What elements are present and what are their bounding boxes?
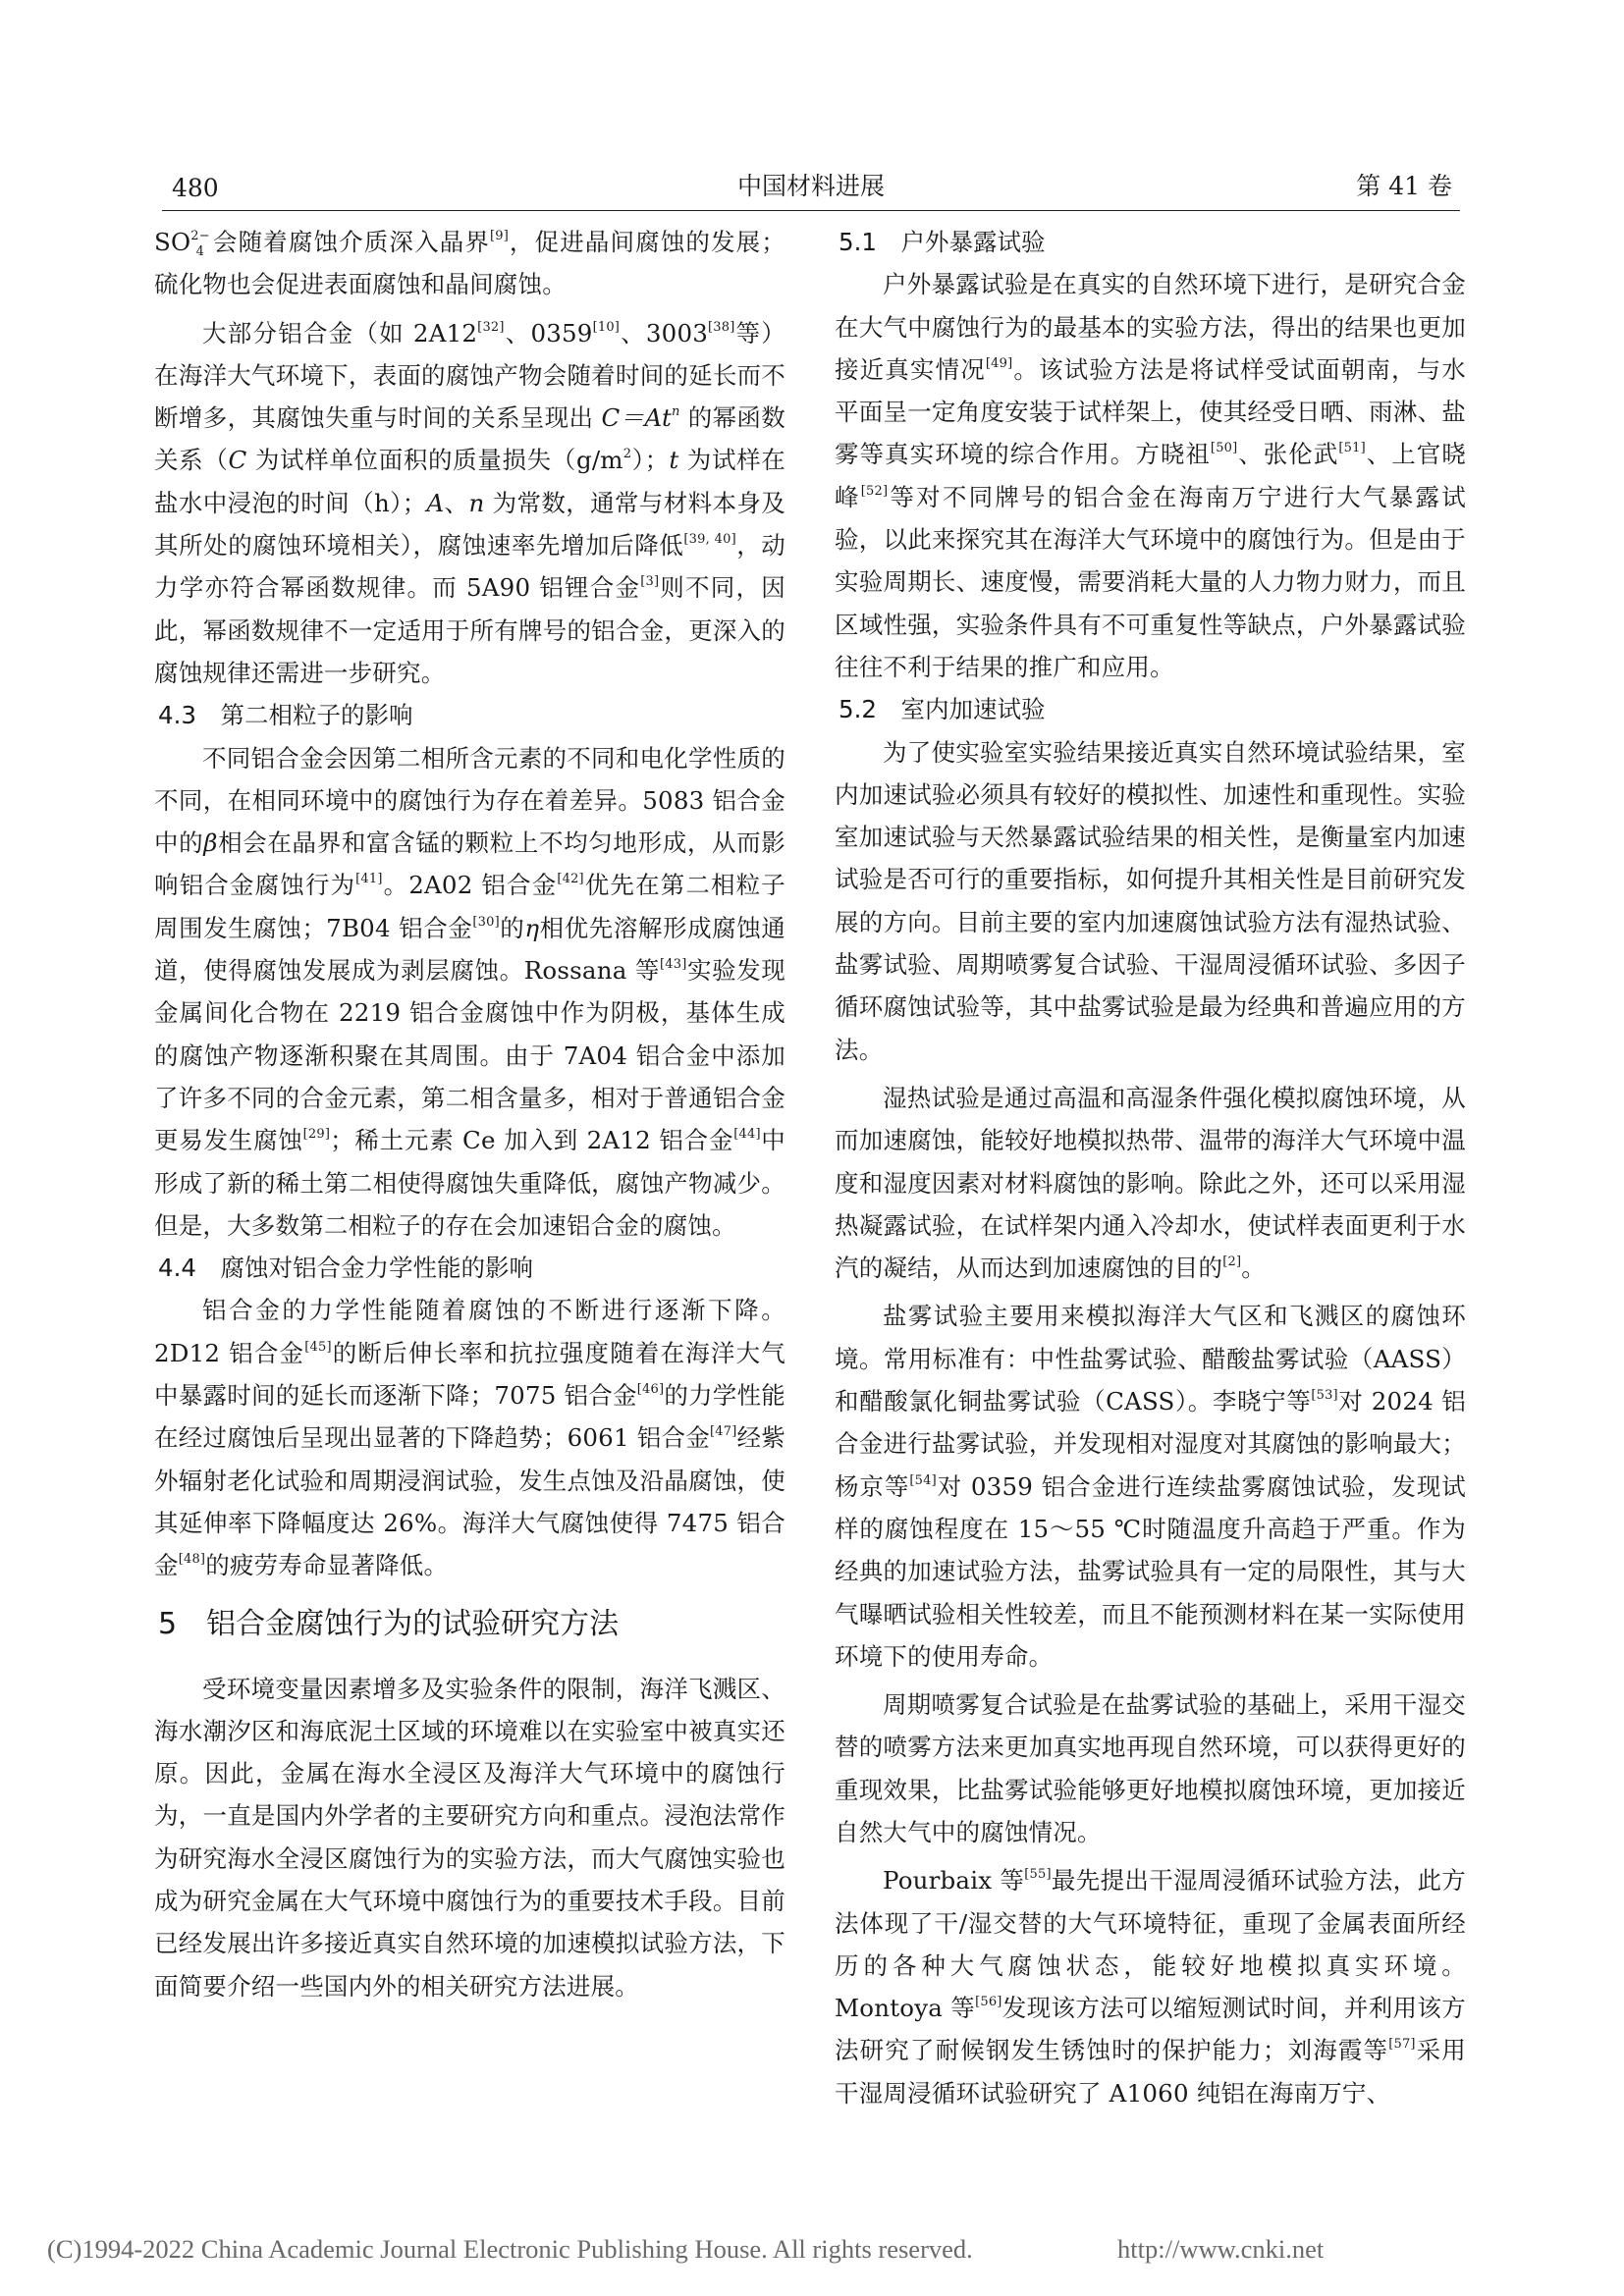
citation: [10]	[592, 319, 621, 335]
paragraph-methods-intro: 受环境变量因素增多及实验条件的限制，海洋飞溅区、海水潮汐区和海底泥土区域的环境难以在实验室中被真实还原。因此，金属在海水全浸区及海洋大气环境中的腐蚀行为，一直是国内外学者的主要研究方向和重点。浸泡法常作为研究海水全浸区腐蚀行为的实验方法，而大气腐蚀实验也成为研究金属在大气环境中腐蚀行为的重要技术手段。目前已经发展出许多接近真实自然环境的加速模拟试验方法，下面简要介绍一些国内外的相关研究方法进展。	[154, 1674, 785, 2001]
copyright-footer	[47, 2234, 1579, 2273]
citation: [41]	[355, 872, 383, 887]
citation: [39, 40]	[683, 532, 736, 548]
paragraph-wet-dry-cycle: Pourbaix 等[55]最先提出干湿周浸循环试验方法，此方法体现了干/湿交替的大气环境特征，重现了金属表面所经历的各种大气腐蚀状态，能较好地模拟真实环境。Montoya 等[56]发现该方法可以缩短测试时间，并利用该方法研究了耐候钢发生锈蚀时的保护能力；刘海霞等[57]采用干湿周浸循环试验研究了 A1060 纯铝在海南万宁、	[835, 1866, 1466, 2108]
paragraph-sulfate: $SO^{2-}_4$ 会随着腐蚀介质深入晶界[9]，促进晶间腐蚀的发展；硫化物也会促进表面腐蚀和晶间腐蚀。	[154, 228, 786, 299]
citation: [52]	[860, 483, 889, 499]
citation: [50]	[1210, 441, 1238, 456]
paragraph-indoor-accelerated: 为了使实验室实验结果接近真实自然环境试验结果，室内加速试验必须具有较好的模拟性、加速性和重现性。实验室加速试验与天然暴露试验结果的相关性，是衡量室内加速试验是否可行的重要指标，如何提升其相关性是目前研究发展的方向。目前主要的室内加速腐蚀试验方法有湿热试验、盐雾试验、周期喷雾复合试验、干湿周浸循环试验、多因子循环腐蚀试验等，其中盐雾试验是最为经典和普遍应用的方法。	[835, 737, 1466, 1064]
section-heading-5: 5 铝合金腐蚀行为的试验研究方法	[158, 1606, 620, 1641]
citation: [32]	[477, 319, 505, 335]
paragraph-power-law: 大部分铝合金（如 2A12[32]、0359[10]、3003[38]等）在海洋大气环境下，表面的腐蚀产物会随着时间的延长而不断增多，其腐蚀失重与时间的关系呈现出 C＝At$^n$ 的幂函数关系（C 为试样单位面积的质量损失（g/m$^2$）；t 为试样在盐水中浸泡的时间（h）；A、n 为常数，通常与材料本身及其所处的腐蚀环境相关），腐蚀速率先增加后降低[39, 40]，动力学亦符合幂函数规律。而 5A90 铝锂合金[3]则不同，因此，幂函数规律不一定适用于所有牌号的铝合金，更深入的腐蚀规律还需进一步研究。	[154, 318, 786, 687]
running-header	[162, 167, 1460, 211]
citation: [3]	[640, 574, 660, 590]
paragraph-mechanical: 铝合金的力学性能随着腐蚀的不断进行逐渐下降。2D12 铝合金[45]的断后伸长率和抗拉强度随着在海洋大气中暴露时间的延长而逐渐下降；7075 铝合金[46]的力学性能在经过腐蚀后呈现出显著的下降趋势；6061 铝合金[47]经紫外辐射老化试验和周期浸润试验，发生点蚀及沿晶腐蚀，使其延伸率下降幅度达 26%。海洋大气腐蚀使得 7475 铝合金[48]的疲劳寿命显著降低。	[154, 1296, 786, 1580]
citation: [43]	[660, 957, 687, 973]
citation: [29]	[302, 1127, 331, 1143]
paragraph-damp-heat: 湿热试验是通过高温和高湿条件强化模拟腐蚀环境，从而加速腐蚀，能较好地模拟热带、温带的海洋大气环境中温度和湿度因素对材料腐蚀的影响。除此之外，还可以采用湿热凝露试验，在试样架内通入冷却水，使试样表面更利于水汽的凝结，从而达到加速腐蚀的目的[2]。	[835, 1083, 1466, 1283]
citation: [30]	[472, 914, 500, 930]
subsection-heading-4-4: 4.4 腐蚀对铝合金力学性能的影响	[158, 1254, 533, 1283]
citation: [48]	[178, 1552, 206, 1568]
citation: [54]	[909, 1472, 937, 1488]
paragraph-outdoor-exposure: 户外暴露试验是在真实的自然环境下进行，是研究合金在大气中腐蚀行为的最基本的实验方法，得出的结果也更加接近真实情况[49]。该试验方法是将试样受试面朝南，与水平面呈一定角度安装于试样架上，使其经受日晒、雨淋、盐雾等真实环境的综合作用。方晓祖[50]、张伦武[51]、上官晓峰[52]等对不同牌号的铝合金在海南万宁进行大气暴露试验，以此来探究其在海洋大气环境中的腐蚀行为。但是由于实验周期长、速度慢，需要消耗大量的人力物力财力，而且区域性强，实验条件具有不可重复性等缺点，户外暴露试验往往不利于结果的推广和应用。	[835, 270, 1466, 681]
citation: [57]	[1388, 2037, 1416, 2053]
citation: [53]	[1311, 1388, 1338, 1404]
citation: [9]	[489, 229, 509, 243]
paragraph-cyclic-spray: 周期喷雾复合试验是在盐雾试验的基础上，采用干湿交替的喷雾方法来更加真实地再现自然环境，可以获得更好的重现效果，比盐雾试验能够更好地模拟腐蚀环境，更加接近自然大气中的腐蚀情况。	[835, 1690, 1466, 1846]
citation: [44]	[733, 1127, 761, 1143]
subsection-heading-4-3: 4.3 第二相粒子的影响	[158, 701, 413, 730]
citation: [49]	[985, 355, 1013, 371]
volume-label: 第 41 卷	[1356, 172, 1452, 200]
right-column	[835, 221, 1466, 2114]
citation: [42]	[557, 872, 584, 887]
left-column	[154, 221, 785, 2007]
subsection-heading-5-1: 5.1 户外暴露试验	[839, 228, 1046, 256]
cnki-link[interactable]: http://www.cnki.net	[1117, 2234, 1325, 2264]
citation: [51]	[1338, 441, 1366, 456]
citation: [2]	[1222, 1255, 1242, 1270]
citation: [38]	[708, 319, 735, 335]
citation: [55]	[1024, 1867, 1052, 1883]
journal-title: 中国材料进展	[736, 172, 885, 200]
citation: [56]	[975, 1995, 1002, 2010]
paragraph-second-phase: 不同铝合金会因第二相所含元素的不同和电化学性质的不同，在相同环境中的腐蚀行为存在着差异。5083 铝合金中的β相会在晶界和富含锰的颗粒上不均匀地形成，从而影响铝合金腐蚀行为[41]。2A02 铝合金[42]优先在第二相粒子周围发生腐蚀；7B04 铝合金[30]的η相优先溶解形成腐蚀通道，使得腐蚀发展成为剥层腐蚀。Rossana 等[43]实验发现金属间化合物在 2219 铝合金腐蚀中作为阴极，基体生成的腐蚀产物逐渐积聚在其周围。由于 7A04 铝合金中添加了许多不同的合金元素，第二相含量多，相对于普通铝合金更易发生腐蚀[29]；稀土元素 Ce 加入到 2A12 铝合金[44]中形成了新的稀土第二相使得腐蚀失重降低，腐蚀产物减少。但是，大多数第二相粒子的存在会加速铝合金的腐蚀。	[154, 743, 786, 1240]
paragraph-salt-spray: 盐雾试验主要用来模拟海洋大气区和飞溅区的腐蚀环境。常用标准有：中性盐雾试验、醋酸盐雾试验（AASS）和醋酸氯化铜盐雾试验（CASS）。李晓宁等[53]对 2024 铝合金进行盐雾试验，并发现相对湿度对其腐蚀的影响最大；杨京等[54]对 0359 铝合金进行连续盐雾腐蚀试验，发现试样的腐蚀程度在 15～55 ℃时随温度升高趋于严重。作为经典的加速试验方法，盐雾试验具有一定的局限性，其与大气曝晒试验相关性较差，而且不能预测材料在某一实际使用环境下的使用寿命。	[835, 1302, 1466, 1671]
citation: [45]	[304, 1339, 332, 1355]
citation: [47]	[710, 1424, 737, 1440]
copyright-text: (C)1994-2022 China Academic Journal Electronic Publishing House. All rights reserved.	[47, 2234, 973, 2264]
subsection-heading-5-2: 5.2 室内加速试验	[839, 695, 1046, 724]
page-number: 480	[172, 174, 219, 202]
citation: [46]	[636, 1382, 665, 1398]
